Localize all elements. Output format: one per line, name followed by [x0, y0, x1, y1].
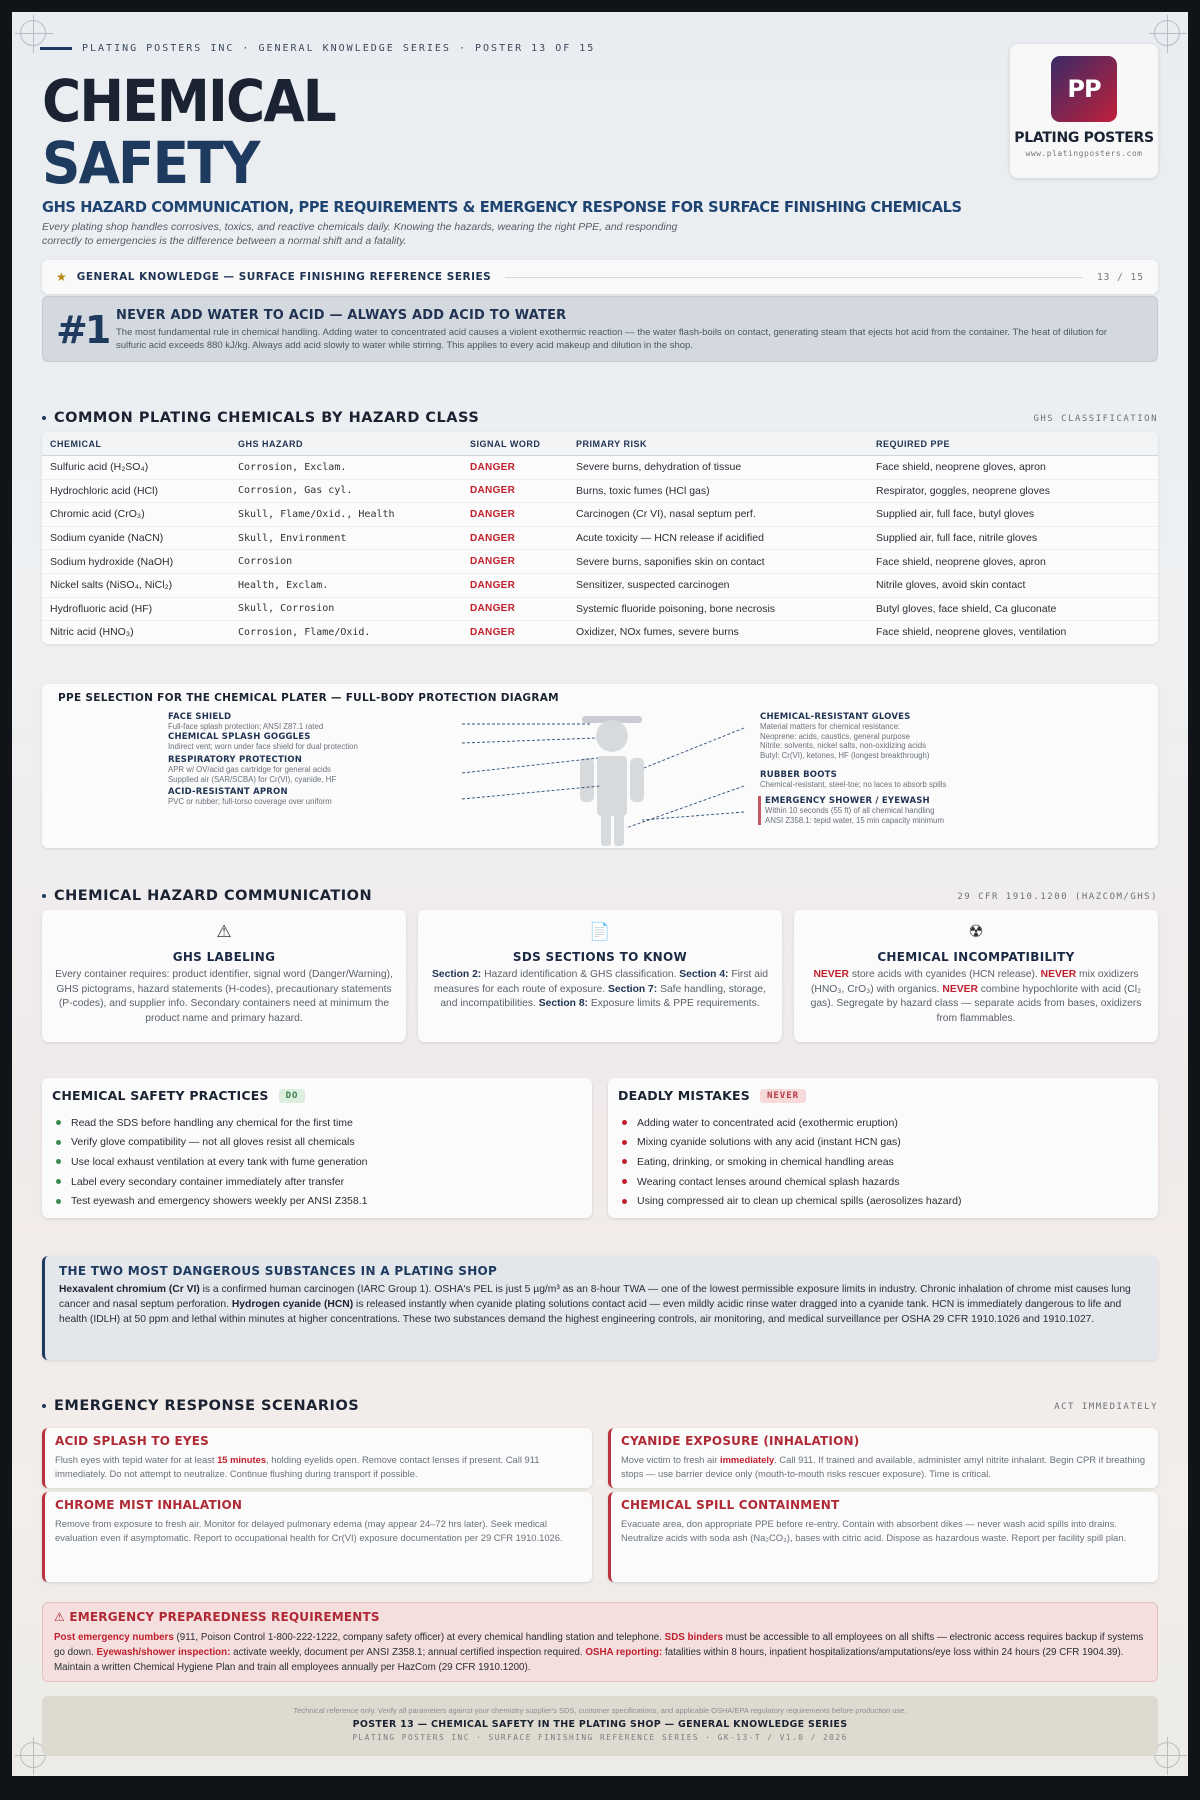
required-ppe-cell: Face shield, neoprene gloves, apron [868, 456, 1158, 480]
required-ppe-cell: Supplied air, full face, butyl gloves [868, 503, 1158, 527]
ghs-hazard-cell: Corrosion, Gas cyl. [230, 479, 462, 503]
title-line-1: CHEMICAL [42, 67, 335, 135]
section-heading-hazard-table [42, 410, 479, 426]
body-text: store acids with cyanides (HCN release). [848, 969, 1041, 980]
leader-shower [642, 812, 744, 820]
body-text: , holding eyelids open. Remove contact lenses if present. Call 911 immediately. Do not attempt to neutralize. Continue flushing during transport if possible. [55, 1454, 540, 1479]
logo-url: www.platingposters.com [1025, 149, 1143, 158]
section-heading-hazcom [42, 888, 372, 904]
signal-word-cell: DANGER [462, 479, 568, 503]
rule-body: The most fundamental rule in chemical handling. Adding water to concentrated acid causes a violent exothermic reaction — the water flash-boils on contact, generating steam that ejects hot acid from the container. The heat of dilution for sulfuric acid exceeds 880 kJ/kg. Always add acid slowly to water while stirring. This applies to every acid makeup and dilution in the shop. [116, 327, 1108, 351]
required-ppe-cell: Nitrile gloves, avoid skin contact [868, 573, 1158, 597]
ppe-item-title: ACID-RESISTANT APRON [168, 787, 288, 797]
primary-risk-cell: Carcinogen (Cr VI), nasal septum perf. [568, 503, 868, 527]
table-row [42, 503, 1158, 527]
bullet-dot-icon [622, 1140, 627, 1145]
ppe-item-desc: Indirect vent; worn under face shield for dual protection [168, 742, 358, 751]
ppe-diagram-card [42, 684, 1158, 848]
emergency-card-body [55, 1517, 582, 1544]
list-item-text: Adding water to concentrated acid (exothermic eruption) [637, 1116, 898, 1129]
bullet-dot-icon [622, 1179, 627, 1184]
list-item [52, 1172, 582, 1192]
required-ppe-cell: Supplied air, full face, nitrile gloves [868, 526, 1158, 550]
ppe-item-title: CHEMICAL-RESISTANT GLOVES [760, 712, 911, 722]
deadly-mistakes-title: DEADLY MISTAKES [618, 1088, 750, 1103]
signal-word-cell: DANGER [462, 550, 568, 574]
list-item [52, 1152, 582, 1172]
page-subtitle: GHS HAZARD COMMUNICATION, PPE REQUIREMENTS & EMERGENCY RESPONSE FOR SURFACE FINISHING CHEMICALS [42, 198, 962, 216]
column-header: PRIMARY RISK [568, 432, 868, 456]
hazcom-card [794, 910, 1158, 1042]
preparedness-callout [42, 1602, 1158, 1682]
hazard-table-card [42, 432, 1158, 644]
table-row [42, 550, 1158, 574]
body-text: Hazard identification & GHS classification. [481, 969, 680, 980]
section-tag: 29 CFR 1910.1200 (HAZCOM/GHS) [957, 892, 1158, 902]
list-item [618, 1152, 1148, 1172]
list-item-text: Wearing contact lenses around chemical splash hazards [637, 1175, 900, 1188]
emergency-card [608, 1492, 1158, 1582]
list-item [52, 1113, 582, 1133]
safety-practices-heading [52, 1088, 582, 1103]
table-row [42, 526, 1158, 550]
bullet-dot-icon [56, 1159, 61, 1164]
emphasis-text: Hydrogen cyanide (HCN) [231, 1299, 354, 1310]
section-heading-emergency [42, 1398, 359, 1414]
emphasis-text: Eyewash/shower inspection: [96, 1647, 231, 1658]
emergency-card-title: CYANIDE EXPOSURE (INHALATION) [621, 1434, 860, 1448]
rule-number: #1 [56, 308, 109, 352]
safety-practices-list [52, 1113, 582, 1211]
ppe-item [168, 732, 428, 752]
table-header-row [42, 432, 1158, 456]
emphasis-text: SDS binders [664, 1632, 723, 1643]
title-line-2: SAFETY [42, 129, 259, 197]
list-item-text: Using compressed air to clean up chemical spills (aerosolizes hazard) [637, 1195, 962, 1208]
right-arm-shape [630, 758, 644, 802]
chemical-cell: Sulfuric acid (H₂SO₄) [42, 456, 230, 480]
ppe-item-title: CHEMICAL SPLASH GOGGLES [168, 732, 311, 742]
ppe-item-desc: Neoprene: acids, caustics, general purpose [760, 731, 910, 741]
ppe-item-desc: Butyl: Cr(VI), ketones, HF (longest breakthrough) [760, 750, 930, 760]
leader-respirator [462, 758, 598, 773]
hazcom-card-body [806, 968, 1146, 1026]
body-text: is a confirmed human carcinogen (IARC Group 1). OSHA's PEL is just 5 µg/m³ as an 8-hour TWA — one of the lowest permissible exposure limits in industry. Chronic inhalation of chrome mist causes lung cancer and nasal septum perforation. [59, 1284, 1131, 1310]
column-header: CHEMICAL [42, 432, 230, 456]
bullet-dot-icon [56, 1179, 61, 1184]
emphasis-text: Section 7: [608, 983, 658, 995]
chemical-cell: Hydrochloric acid (HCl) [42, 479, 230, 503]
bullet-dot-icon [56, 1199, 61, 1204]
emergency-card-body [621, 1453, 1148, 1480]
table-body [42, 456, 1158, 645]
section-tag: ACT IMMEDIATELY [1054, 1402, 1158, 1412]
leader-apron [462, 786, 600, 799]
body-text: combine hypochlorite with acid (Cl₂ gas). Segregate by hazard class — separate acids from bases, oxidizers from flammables. [810, 983, 1142, 1024]
body-text: First aid measures for each route of exposure. [434, 969, 768, 995]
list-item-text: Label every secondary container immediately after transfer [71, 1175, 345, 1188]
primary-risk-cell: Acute toxicity — HCN release if acidified [568, 526, 868, 550]
emergency-card [42, 1492, 592, 1582]
bullet-dot-icon [622, 1159, 627, 1164]
bullet-icon [42, 1404, 46, 1408]
body-text: Flush eyes with tepid water for at least [55, 1454, 218, 1465]
body-text: fatalities within 8 hours, inpatient hospitalizations/amputations/eye loss within 24 hours (29 CFR 1904.39). Maintain a written Chemical Hygiene Plan and train all employees annually per HazCom (29 CFR 1910.1200). [54, 1647, 1124, 1673]
page-title [42, 67, 335, 197]
logo-mark: PP [1051, 56, 1117, 122]
signal-word-cell: DANGER [462, 621, 568, 644]
hazcom-card-body [430, 968, 770, 1012]
emergency-card-body [621, 1517, 1148, 1544]
emergency-card-title: ACID SPLASH TO EYES [55, 1434, 210, 1448]
footer-title: POSTER 13 — CHEMICAL SAFETY IN THE PLATING SHOP — GENERAL KNOWLEDGE SERIES [352, 1719, 848, 1730]
emphasis-text: Section 8: [538, 998, 588, 1009]
footer [42, 1696, 1158, 1756]
body-text: Exposure limits & PPE requirements. [587, 998, 760, 1009]
column-header: REQUIRED PPE [868, 432, 1158, 456]
bullet-icon [42, 894, 46, 898]
emergency-card-body [55, 1453, 582, 1480]
ppe-diagram-title: PPE SELECTION FOR THE CHEMICAL PLATER — FULL-BODY PROTECTION DIAGRAM [58, 692, 559, 704]
list-item-text: Read the SDS before handling any chemical for the first time [71, 1116, 353, 1129]
body-text: Remove from exposure to fresh air. Monitor for delayed pulmonary edema (may appear 24–72 hrs later). Seek medical evaluation even if asymptomatic. Report to occupational health for Cr(VI) exposure documentation per 29 CFR 1910.1026. [55, 1518, 563, 1543]
dangerous-substances-title: THE TWO MOST DANGEROUS SUBSTANCES IN A PLATING SHOP [59, 1264, 498, 1278]
table-row [42, 597, 1158, 621]
ppe-item [760, 770, 1020, 790]
ghs-hazard-cell: Health, Exclam. [230, 573, 462, 597]
ppe-item-desc: Within 10 seconds (55 ft) of all chemical handling [765, 806, 935, 815]
list-item [618, 1133, 1148, 1153]
bullet-dot-icon [56, 1140, 61, 1145]
deadly-mistakes-list [618, 1113, 1148, 1211]
rule-heading: NEVER ADD WATER TO ACID — ALWAYS ADD ACID TO WATER [116, 308, 567, 323]
primary-risk-cell: Sensitizer, suspected carcinogen [568, 573, 868, 597]
body-text: must be accessible to all employees on all shifts — electronic access requires backup if systems go down. [54, 1632, 1144, 1658]
table-row [42, 573, 1158, 597]
emphasis-text: 15 minutes [217, 1454, 267, 1465]
emphasis-text: OSHA reporting: [585, 1647, 663, 1658]
intro-text: Every plating shop handles corrosives, toxics, and reactive chemicals daily. Knowing the hazards, wearing the right PPE, and responding correctly to emergencies is the difference between a normal shift and a fatality. [42, 221, 678, 247]
list-item-text: Eating, drinking, or smoking in chemical handling areas [637, 1155, 894, 1168]
section-heading-text: COMMON PLATING CHEMICALS BY HAZARD CLASS [54, 410, 480, 426]
right-leg-shape [614, 810, 624, 846]
primary-risk-cell: Burns, toxic fumes (HCl gas) [568, 479, 868, 503]
chemical-cell: Nitric acid (HNO₃) [42, 621, 230, 644]
body-text: is released instantly when cyanide plating solutions contact acid — even mildly acidic rinse water dragged into a cyanide tank. HCN is immediately dangerous to life and health (IDLH) at 50 ppm and lethal within minutes at higher concentrations. These two substances demand the highest engineering controls, air monitoring, and medical surveillance per OSHA 29 CFR 1910.1026 and 1910.1027. [59, 1299, 1122, 1325]
hazcom-card-title: CHEMICAL INCOMPATIBILITY [877, 950, 1075, 964]
list-item [618, 1191, 1148, 1211]
series-line [40, 43, 595, 54]
logo-name: PLATING POSTERS [1014, 130, 1154, 146]
column-header: GHS HAZARD [230, 432, 462, 456]
hazcom-card-body [54, 968, 394, 1026]
required-ppe-cell: Respirator, goggles, neoprene gloves [868, 479, 1158, 503]
section-tag: GHS CLASSIFICATION [1033, 414, 1158, 424]
emphasis-text: NEVER [1040, 969, 1077, 980]
signal-word-cell: DANGER [462, 456, 568, 480]
list-item [52, 1133, 582, 1153]
primary-risk-cell: Systemic fluoride poisoning, bone necrosis [568, 597, 868, 621]
footer-disclaimer: Technical reference only. Verify all parameters against your chemistry supplier's SDS, customer specifications, and applicable OSHA/EPA regulatory requirements before production use. [293, 1706, 907, 1715]
leader-gloves [644, 728, 744, 768]
primary-risk-cell: Severe burns, saponifies skin on contact [568, 550, 868, 574]
ppe-item-desc: Supplied air (SAR/SCBA) for Cr(VI), cyanide, HF [168, 774, 337, 784]
ppe-item [758, 796, 1018, 825]
hazard-table [42, 432, 1158, 644]
torso-shape [597, 756, 627, 816]
ppe-item-desc: Full-face splash protection; ANSI Z87.1 rated [168, 722, 324, 731]
chemical-cell: Hydrofluoric acid (HF) [42, 597, 230, 621]
section-heading-text: CHEMICAL HAZARD COMMUNICATION [54, 888, 373, 904]
emphasis-text: NEVER [813, 969, 849, 980]
safety-practices-card [42, 1078, 592, 1218]
body-text: Evacuate area, don appropriate PPE before re-entry. Contain with absorbent dikes — never wash acid spills into drains. Neutralize acids with soda ash (Na₂CO₃), bases with citric acid. Dispose as hazardous waste. Report per facility spill plan. [621, 1518, 1127, 1543]
ppe-item-desc: Nitrile: solvents, nickel salts, non-oxidizing acids [760, 741, 926, 750]
bullet-icon [42, 416, 46, 420]
chemical-cell: Nickel salts (NiSO₄, NiCl₂) [42, 573, 230, 597]
reference-page-number: 13 / 15 [1096, 271, 1144, 283]
star-icon: ★ [56, 270, 67, 284]
table-row [42, 479, 1158, 503]
preparedness-body [54, 1630, 1146, 1675]
footer-meta: PLATING POSTERS INC · SURFACE FINISHING REFERENCE SERIES · GK-13-T / V1.0 / 2026 [352, 1733, 848, 1742]
list-item-text: Mixing cyanide solutions with any acid (instant HCN gas) [637, 1136, 901, 1149]
hazcom-card [418, 910, 782, 1042]
bullet-dot-icon [622, 1120, 627, 1125]
ppe-item [168, 712, 428, 732]
emphasis-text: Section 2: [432, 969, 482, 980]
emergency-card-title: CHEMICAL SPILL CONTAINMENT [621, 1498, 840, 1512]
ppe-item [168, 787, 428, 807]
bullet-dot-icon [56, 1120, 61, 1125]
ppe-item-desc: Material matters for chemical resistance: [760, 722, 900, 731]
left-leg-shape [601, 810, 611, 846]
dangerous-substances-body [59, 1282, 1144, 1327]
deadly-mistakes-card [608, 1078, 1158, 1218]
chemical-cell: Chromic acid (CrO₃) [42, 503, 230, 527]
do-badge: DO [279, 1089, 306, 1103]
reference-divider [505, 277, 1083, 278]
hazcom-card [42, 910, 406, 1042]
ppe-item-title: RESPIRATORY PROTECTION [168, 755, 303, 765]
list-item-text: Test eyewash and emergency showers weekly per ANSI Z358.1 [71, 1195, 368, 1208]
ppe-item-title: FACE SHIELD [168, 712, 232, 722]
body-text: activate weekly, document per ANSI Z358.1; annual certified inspection required. [230, 1647, 586, 1658]
rule-callout [42, 296, 1158, 362]
poster [12, 12, 1188, 1776]
ppe-item-title: RUBBER BOOTS [760, 770, 837, 780]
head-shape [596, 720, 628, 752]
warning-icon: ⚠ [216, 922, 232, 941]
table-row [42, 621, 1158, 644]
dangerous-substances-callout [42, 1256, 1158, 1360]
ghs-hazard-cell: Skull, Environment [230, 526, 462, 550]
list-item-text: Verify glove compatibility — not all gloves resist all chemicals [71, 1136, 355, 1149]
required-ppe-cell: Butyl gloves, face shield, Ca gluconate [868, 597, 1158, 621]
emergency-card [608, 1428, 1158, 1488]
series-accent-bar [40, 47, 72, 50]
emergency-card-title: CHROME MIST INHALATION [55, 1498, 243, 1512]
required-ppe-cell: Face shield, neoprene gloves, ventilation [868, 621, 1158, 644]
logo-card [1010, 44, 1158, 178]
ppe-item-desc: PVC or rubber; full-torso coverage over uniform [168, 797, 332, 806]
body-text: mix oxidizers (HNO₃, CrO₃) with organics. [811, 969, 1139, 995]
hazcom-card-title: SDS SECTIONS TO KNOW [512, 950, 688, 964]
leader-goggles [462, 738, 597, 743]
body-text: Move victim to fresh air [621, 1454, 720, 1465]
ghs-hazard-cell: Skull, Corrosion [230, 597, 462, 621]
list-item [618, 1172, 1148, 1192]
ppe-item-title: EMERGENCY SHOWER / EYEWASH [765, 796, 930, 806]
body-text: . Call 911. If trained and available, administer amyl nitrite inhalant. Begin CPR if breathing stops — use barrier device only (mouth-to-mouth risks rescuer exposure). Time is critical. [621, 1454, 1146, 1479]
hazard-symbol-icon: ☢ [968, 922, 984, 941]
document-icon: 📄 [589, 922, 611, 941]
left-arm-shape [580, 758, 594, 802]
table-row [42, 456, 1158, 480]
emphasis-text: NEVER [942, 983, 978, 995]
signal-word-cell: DANGER [462, 597, 568, 621]
never-badge: NEVER [760, 1089, 806, 1103]
ghs-hazard-cell: Corrosion, Flame/Oxid. [230, 621, 462, 644]
emphasis-text: immediately [719, 1454, 775, 1465]
list-item [52, 1191, 582, 1211]
crosshair-mark-top-right [1154, 20, 1180, 46]
hazcom-card-title: GHS LABELING [172, 950, 276, 964]
ghs-hazard-cell: Skull, Flame/Oxid., Health [230, 503, 462, 527]
primary-risk-cell: Oxidizer, NOx fumes, severe burns [568, 621, 868, 644]
list-item [618, 1113, 1148, 1133]
ghs-hazard-cell: Corrosion, Exclam. [230, 456, 462, 480]
emergency-card [42, 1428, 592, 1488]
reference-bar [42, 260, 1158, 294]
reference-label: GENERAL KNOWLEDGE — SURFACE FINISHING REFERENCE SERIES [76, 271, 492, 283]
ppe-item-desc: Chemical-resistant, steel-toe; no laces to absorb spills [760, 780, 947, 789]
bullet-dot-icon [622, 1199, 627, 1204]
chemical-cell: Sodium hydroxide (NaOH) [42, 550, 230, 574]
primary-risk-cell: Severe burns, dehydration of tissue [568, 456, 868, 480]
body-text: (911, Poison Control 1-800-222-1222, company safety officer) at every chemical handling station and telephone. [173, 1632, 665, 1643]
ppe-item-desc: ANSI Z358.1: tepid water, 15 min capacity minimum [765, 815, 944, 825]
section-heading-text: EMERGENCY RESPONSE SCENARIOS [54, 1398, 360, 1414]
chemical-cell: Sodium cyanide (NaCN) [42, 526, 230, 550]
body-text: Safe handling, storage, and incompatibilities. [440, 983, 766, 1009]
list-item-text: Use local exhaust ventilation at every tank with fume generation [71, 1155, 368, 1168]
body-text: Every container requires: product identifier, signal word (Danger/Warning), GHS pictograms, hazard statements (H-codes), precautionary statements (P-codes), and supplier info. Secondary containers need at minimum the product name and primary hazard. [55, 969, 393, 1024]
ppe-item [168, 755, 428, 784]
safety-practices-title: CHEMICAL SAFETY PRACTICES [52, 1088, 269, 1103]
column-header: SIGNAL WORD [462, 432, 568, 456]
ppe-item-desc: APR w/ OV/acid gas cartridge for general acids [168, 765, 331, 774]
signal-word-cell: DANGER [462, 573, 568, 597]
required-ppe-cell: Face shield, neoprene gloves, apron [868, 550, 1158, 574]
deadly-mistakes-heading [618, 1088, 1148, 1103]
preparedness-title: ⚠ EMERGENCY PREPAREDNESS REQUIREMENTS [54, 1610, 380, 1624]
series-text: PLATING POSTERS INC · GENERAL KNOWLEDGE SERIES · POSTER 13 OF 15 [82, 43, 596, 54]
ppe-item [760, 712, 1020, 760]
signal-word-cell: DANGER [462, 503, 568, 527]
signal-word-cell: DANGER [462, 526, 568, 550]
emphasis-text: Hexavalent chromium (Cr VI) [59, 1284, 200, 1295]
emphasis-text: Section 4: [679, 969, 729, 980]
ghs-hazard-cell: Corrosion [230, 550, 462, 574]
emphasis-text: Post emergency numbers [54, 1632, 174, 1643]
